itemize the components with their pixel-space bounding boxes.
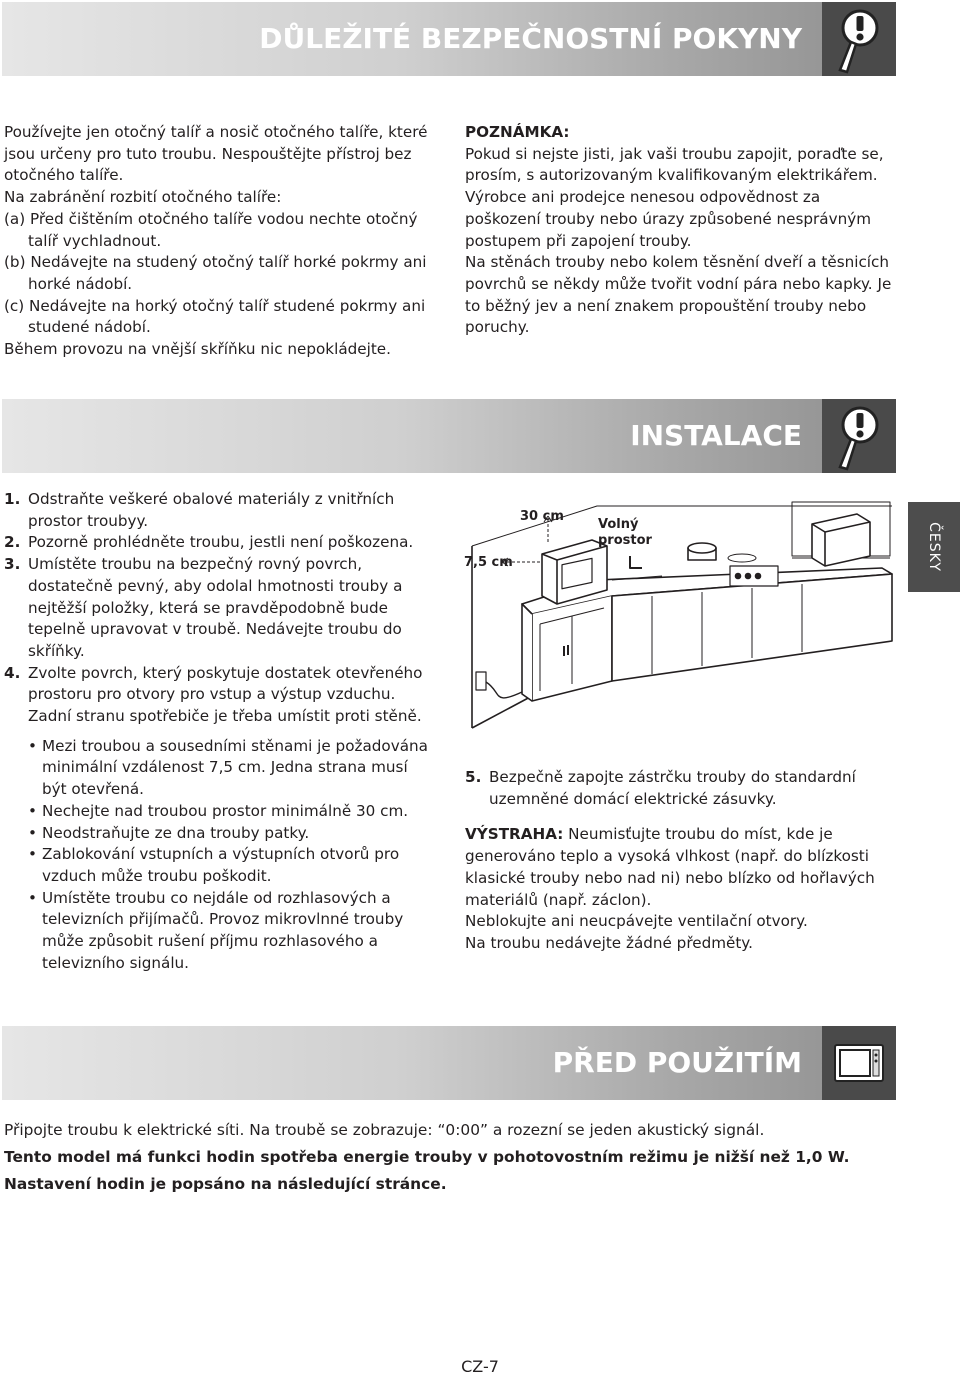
- safety-list-item: (b) Nedávejte na studený otočný talíř horké pokrmy ani horké nádobí.: [4, 253, 427, 293]
- safety-title: DŮLEŽITÉ BEZPEČNOSTNÍ POKYNY: [259, 22, 802, 55]
- figure-label-side: 7,5 cm: [464, 555, 513, 570]
- microwave-icon: [822, 1026, 896, 1100]
- install-step: 1. Odstraňte veškeré obalové materiály z vnitřních prostor troubyy.: [4, 490, 395, 530]
- install-left-column: [4, 489, 436, 974]
- safety-paragraph: Během provozu na vnější skříňku nic nepokládejte.: [4, 340, 391, 359]
- safety-paragraph: Používejte jen otočný talíř a nosič otočného talíře, které jsou určeny pro tuto troubu. Nespouštějte přístroj bez otočného talíře.: [4, 123, 428, 185]
- warning-extra: Neblokujte ani neucpávejte ventilační otvory.: [465, 912, 808, 931]
- install-bullet: • Zablokování vstupních a výstupních otvorů pro vzduch může troubu poškodit.: [28, 845, 400, 885]
- page-number: CZ-7: [461, 1357, 499, 1376]
- warning-paragraph: [465, 824, 898, 911]
- safety-list-item: (a) Před čištěním otočného talíře vodou nechte otočný talíř vychladnout.: [4, 209, 418, 250]
- warning-title: VÝSTRAHA:: [465, 825, 564, 844]
- language-tab-label: ČESKY: [926, 522, 942, 572]
- note-paragraph: Na stěnách trouby nebo kolem těsnění dveří a těsnicích povrchů se někdy může tvořit vodní pára nebo kapky. Je to běžný jev a není znakem propouštění trouby nebo poruchy.: [465, 253, 892, 337]
- note-column: [465, 122, 898, 339]
- install-step-extra: Zadní stranu spotřebiče je třeba umístit proti stěně.: [28, 707, 422, 726]
- safety-left-column: [4, 122, 436, 361]
- before-use-line: Tento model má funkci hodin spotřeba energie trouby v pohotovostním režimu je nižší než 1,0 W.: [4, 1148, 850, 1166]
- install-banner: [2, 399, 896, 473]
- install-right-column: [465, 767, 898, 955]
- language-tab: [908, 502, 960, 592]
- install-step: 5. Bezpečně zapojte zástrčku trouby do standardní uzemněné domácí elektrické zásuvky.: [465, 768, 856, 808]
- install-step: 3. Umístěte troubu na bezpečný rovný povrch, dostatečně pevný, aby odolal hmotnosti trouby a nejtěžší položky, která se pravděpodobně bude tepelně upravovat v troubě. Nedávejte troubu do skříňky.: [4, 555, 403, 660]
- before-use-banner: [2, 1026, 896, 1100]
- warning-extra: Na troubu nedávejte žádné předměty.: [465, 933, 753, 952]
- install-step: 4. Zvolte povrch, který poskytuje dostatek otevřeného prostoru pro otvory pro vstup a výstup vzduchu. Zadní stranu spotřebiče je třeba umístit proti stěně.: [4, 663, 423, 726]
- warning-text: Neumisťujte troubu do míst, kde je generováno teplo a vysoká vlhkost (např. do blízkosti klasické trouby nebo nad ni) nebo blízko od hořlavých materiálů (např. záclon).: [465, 825, 875, 909]
- before-use-title: PŘED POUŽITÍM: [552, 1046, 802, 1079]
- warning-magnifier-icon: [822, 2, 896, 76]
- note-paragraph: Výrobce ani prodejce nenesou odpovědnost za poškození trouby nebo úrazy způsobené nesprávným postupem při zapojení trouby.: [465, 188, 872, 250]
- safety-paragraph: Na zabránění rozbití otočného talíře:: [4, 188, 282, 207]
- install-bullet: • Nechejte nad troubou prostor minimálně 30 cm.: [28, 801, 409, 820]
- warning-magnifier-icon: [822, 399, 896, 473]
- safety-list-item: (c) Nedávejte na horký otočný talíř studené pokrmy ani studené nádobí.: [4, 296, 426, 337]
- install-bullet: • Mezi troubou a sousedními stěnami je požadována minimální vzdálenost 7,5 cm. Jedna strana musí být otevřená.: [28, 736, 428, 799]
- before-use-line: Připojte troubu k elektrické síti. Na troubě se zobrazuje: “0:00” a rozezní se jeden akustický signál.: [4, 1121, 765, 1139]
- figure-label-free-2: prostor: [598, 533, 652, 548]
- install-title: INSTALACE: [630, 419, 802, 452]
- install-bullet: • Neodstraňujte ze dna trouby patky.: [28, 823, 310, 842]
- before-use-line: Nastavení hodin je popsáno na následující stránce.: [4, 1175, 447, 1193]
- note-title: POZNÁMKA:: [465, 123, 570, 141]
- install-step: 2. Pozorně prohlédněte troubu, jestli není poškozena.: [4, 533, 414, 552]
- safety-banner: [2, 2, 896, 76]
- note-paragraph: Pokud si nejste jisti, jak vaši troubu zapojit, poraďte se, prosím, s autorizovaným kvalifikovaným elektrikářem.: [465, 144, 884, 185]
- install-bullet: • Umístěte troubu co nejdále od rozhlasových a televizních přijímačů. Provoz mikrovlnné trouby může způsobit rušení příjmu rozhlasového a televizního signálu.: [28, 888, 404, 972]
- figure-label-free-1: Volný: [598, 517, 639, 532]
- before-use-text: [4, 1117, 904, 1198]
- figure-label-top: 30 cm: [520, 509, 564, 524]
- kitchen-installation-illustration: [462, 496, 898, 736]
